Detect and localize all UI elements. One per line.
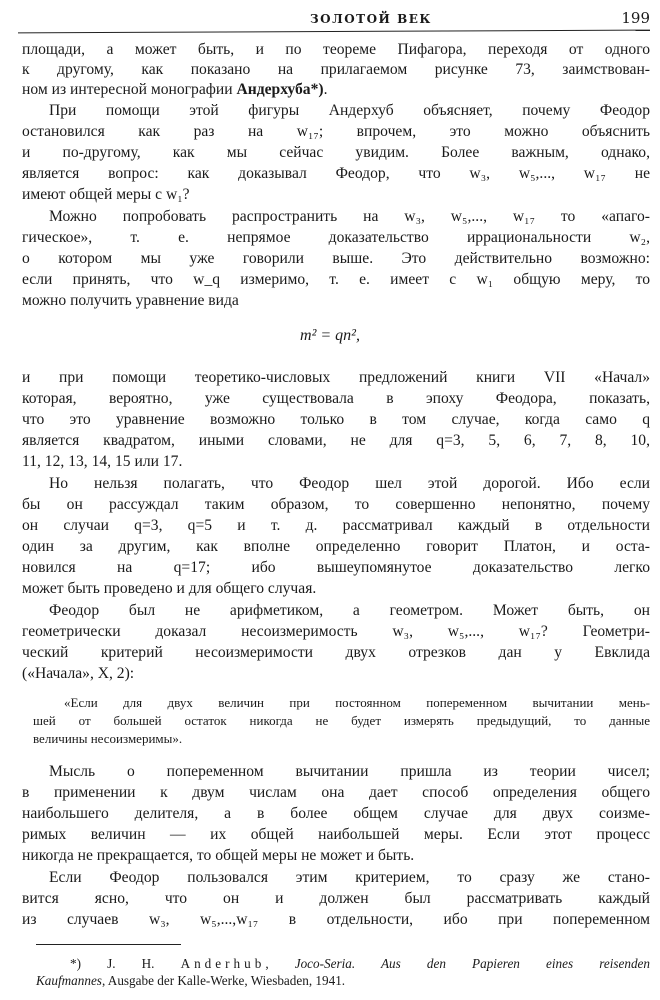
quote-line: «Если для двух величин при постоянном попеременном вычитании мень-: [64, 695, 650, 710]
quote-line: шей от большей остаток никогда не будет измерять предыдущий, то данные: [33, 713, 650, 728]
text-line: («Начала», X, 2):: [22, 665, 135, 682]
text-line: к другому, как показано на прилагаемом рисунке 73, заимствован-: [22, 61, 650, 78]
text-line: он случаи q=3, q=5 и т. д. рассматривал каждый в отдельности: [22, 517, 650, 534]
footnote-marker: *) J. H.: [70, 956, 181, 971]
text-line: бы он рассуждал таким образом, то совершенно непонятно, почему: [22, 496, 650, 513]
footnote-author: Anderhub: [180, 956, 266, 971]
text-line: остановился как раз на w₁₇; впрочем, это можно объяснить: [22, 123, 650, 140]
text-line: При помощи этой фигуры Андерхуб объясняет, почему Феодор: [49, 102, 650, 119]
text-line: если принять, что w_q измеримо, т. е. имеет с w₁ общую меру, то: [22, 271, 650, 288]
text-line: гическое», т. е. непрямое доказательство иррациональности w₂,: [22, 229, 650, 246]
text-line: что это уравнение возможно только в том случае, когда само q: [22, 411, 650, 428]
footnote-line: *) J. H. Anderhub, Joco-Seria. Aus den Papieren eines reisenden: [70, 956, 650, 971]
text-line: Но нельзя полагать, что Феодор шел этой дорогой. Ибо если: [49, 475, 650, 492]
running-title: ЗОЛОТОЙ ВЕК: [310, 12, 432, 26]
text-line: вится ясно, что он и должен был рассматривать каждый: [22, 890, 650, 907]
text-line: из случаев w₃, w₅,...,w₁₇ в отдельности, ибо при попеременном: [22, 911, 650, 928]
footnote-publisher: , Ausgabe der Kalle-Werke, Wiesbaden, 1941.: [101, 973, 346, 988]
header-rule: [18, 30, 650, 34]
text-line: является квадратом, иными словами, не для q=3, 5, 6, 7, 8, 10,: [22, 432, 650, 449]
text-line: один за другим, как вполне определенно говорит Платон, и оста-: [22, 538, 650, 555]
text-line: которая, вероятно, уже существовала в эпоху Феодора, показать,: [22, 390, 650, 407]
text-span: ном из интересной монографии: [22, 81, 237, 98]
text-line: площади, а может быть, и по теореме Пифагора, переходя от одного: [22, 41, 650, 58]
author-name: Андерхуба*): [236, 81, 324, 98]
footnote-title: Kaufmannes: [36, 973, 102, 988]
text-span: .: [323, 81, 328, 98]
text-line: и по-другому, как мы сейчас увидим. Более важным, однако,: [22, 144, 650, 161]
text-line: никогда не прекращается, то общей меры не может и быть.: [22, 847, 415, 864]
footnote-line: [36, 972, 650, 989]
footnote-title: Joco-Seria. Aus den Papieren eines reisenden: [294, 956, 650, 971]
text-line: Феодор был не арифметиком, а геометром. Может быть, он: [49, 602, 650, 619]
text-line: и при помощи теоретико-числовых предложений книги VII «Начал»: [22, 369, 650, 386]
text-line: новился на q=17; ибо вышеупомянутое доказательство легко: [22, 559, 650, 576]
text-line: 11, 12, 13, 14, 15 или 17.: [22, 453, 183, 470]
quote-line: величины несоизмеримы».: [33, 731, 183, 746]
text-line: о котором мы уже говорили выше. Это действительно возможно:: [22, 250, 650, 267]
text-line: можно получить уравнение вида: [22, 292, 239, 309]
text-line: Можно попробовать распространить на w₃, w₅,..., w₁₇ то «апаго-: [49, 208, 650, 225]
page-header: [30, 6, 650, 30]
text-line: геометрически доказал несоизмеримость w₃, w₅,..., w₁₇? Геометри-: [22, 623, 650, 640]
text-line: [22, 80, 650, 100]
text-line: имеют общей меры с w₁?: [22, 186, 190, 203]
footnote-rule: [36, 944, 181, 945]
text-line: может быть проведено и для общего случая.: [22, 580, 317, 597]
equation: m² = qn²,: [300, 327, 360, 344]
text-line: наибольшего делителя, а в более общем случае для двух соизме-: [22, 805, 650, 822]
text-line: является вопрос: как доказывал Феодор, что w₃, w₅,..., w₁₇ не: [22, 165, 650, 182]
text-line: Если Феодор пользовался этим критерием, то сразу же стано-: [49, 869, 650, 886]
page-number: 199: [621, 9, 650, 27]
text-line: римых величин — их общей наибольшей меры. Если этот процесс: [22, 826, 650, 843]
text-line: Мысль о попеременном вычитании пришла из теории чисел;: [49, 763, 650, 780]
text-line: ческий критерий несоизмеримости двух отрезков дан у Евклида: [22, 644, 650, 661]
text-line: в применении к двум числам она дает способ определения общего: [22, 784, 650, 801]
